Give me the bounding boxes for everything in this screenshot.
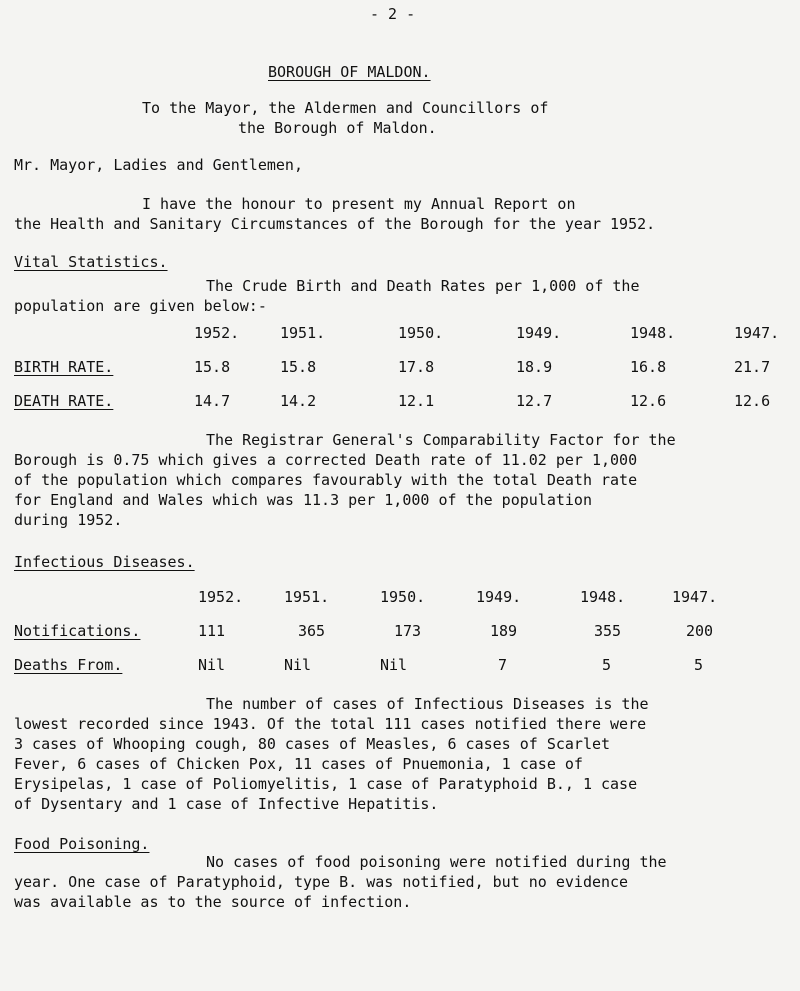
table-cell: 111 [198, 622, 226, 640]
table-cell: 14.7 [194, 392, 231, 410]
table-cell: 15.8 [280, 358, 317, 376]
food-poisoning-heading: Food Poisoning. [14, 835, 150, 853]
table-cell: 17.8 [398, 358, 435, 376]
rates-year-row [14, 316, 794, 350]
address-line: To the Mayor, the Aldermen and Councillors of [142, 99, 549, 117]
table-cell: 200 [686, 622, 714, 640]
table-row [14, 648, 732, 682]
page-title: BOROUGH OF MALDON. [268, 63, 431, 81]
year-header: 1950. [380, 588, 426, 606]
comparability-line: of the population which compares favourably with the total Death rate [14, 471, 638, 489]
intro-line: I have the honour to present my Annual Report on [142, 195, 576, 213]
salutation: Mr. Mayor, Ladies and Gentlemen, [14, 156, 303, 174]
infectious-year-row [14, 580, 732, 614]
table-cell: 7 [498, 656, 508, 674]
infectious-line: of Dysentary and 1 case of Infective Hepatitis. [14, 795, 439, 813]
year-header: 1949. [476, 588, 522, 606]
comparability-line: during 1952. [14, 511, 123, 529]
table-cell: 12.6 [630, 392, 667, 410]
year-header: 1952. [198, 588, 244, 606]
table-cell: 15.8 [194, 358, 231, 376]
infectious-line: lowest recorded since 1943. Of the total 111 cases notified there were [14, 715, 647, 733]
vital-lead-line: The Crude Birth and Death Rates per 1,000 of the [206, 277, 640, 295]
table-cell: 16.8 [630, 358, 667, 376]
table-row [14, 350, 794, 384]
infectious-line: The number of cases of Infectious Diseases is the [206, 695, 649, 713]
intro-line: the Health and Sanitary Circumstances of the Borough for the year 1952. [14, 215, 656, 233]
comparability-line: The Registrar General's Comparability Factor for the [206, 431, 676, 449]
address-line: the Borough of Maldon. [238, 119, 437, 137]
table-cell: 365 [298, 622, 326, 640]
death-rate-label: DEATH RATE. [14, 392, 114, 410]
year-header: 1947. [734, 324, 780, 342]
year-header: 1947. [672, 588, 718, 606]
table-row [14, 384, 794, 418]
year-header: 1950. [398, 324, 444, 342]
infectious-line: Fever, 6 cases of Chicken Pox, 11 cases of Pnuemonia, 1 case of [14, 755, 583, 773]
rates-table [14, 316, 794, 418]
year-header: 1948. [630, 324, 676, 342]
vital-lead-line: population are given below:- [14, 297, 267, 315]
year-header: 1949. [516, 324, 562, 342]
comparability-line: for England and Wales which was 11.3 per 1,000 of the population [14, 491, 592, 509]
table-row [14, 614, 732, 648]
infectious-table [14, 580, 732, 682]
table-cell: 21.7 [734, 358, 771, 376]
vital-statistics-heading: Vital Statistics. [14, 253, 168, 271]
infectious-line: 3 cases of Whooping cough, 80 cases of Measles, 6 cases of Scarlet [14, 735, 611, 753]
food-line: was available as to the source of infection. [14, 893, 412, 911]
year-header: 1948. [580, 588, 626, 606]
table-cell: Nil [198, 656, 226, 674]
table-cell: 14.2 [280, 392, 317, 410]
year-header: 1951. [280, 324, 326, 342]
table-cell: 5 [602, 656, 612, 674]
table-cell: 12.6 [734, 392, 771, 410]
table-cell: 189 [490, 622, 518, 640]
food-line: No cases of food poisoning were notified during the [206, 853, 667, 871]
infectious-diseases-heading: Infectious Diseases. [14, 553, 195, 571]
table-cell: 18.9 [516, 358, 553, 376]
year-header: 1951. [284, 588, 330, 606]
notifications-label: Notifications. [14, 622, 141, 640]
table-cell: 173 [394, 622, 422, 640]
table-cell: 355 [594, 622, 622, 640]
year-header: 1952. [194, 324, 240, 342]
table-cell: 5 [694, 656, 704, 674]
infectious-line: Erysipelas, 1 case of Poliomyelitis, 1 case of Paratyphoid B., 1 case [14, 775, 638, 793]
deaths-from-label: Deaths From. [14, 656, 123, 674]
table-cell: 12.1 [398, 392, 435, 410]
birth-rate-label: BIRTH RATE. [14, 358, 114, 376]
table-cell: Nil [284, 656, 312, 674]
table-cell: Nil [380, 656, 408, 674]
page-number: - 2 - [370, 5, 416, 23]
food-line: year. One case of Paratyphoid, type B. was notified, but no evidence [14, 873, 629, 891]
comparability-line: Borough is 0.75 which gives a corrected Death rate of 11.02 per 1,000 [14, 451, 638, 469]
table-cell: 12.7 [516, 392, 553, 410]
